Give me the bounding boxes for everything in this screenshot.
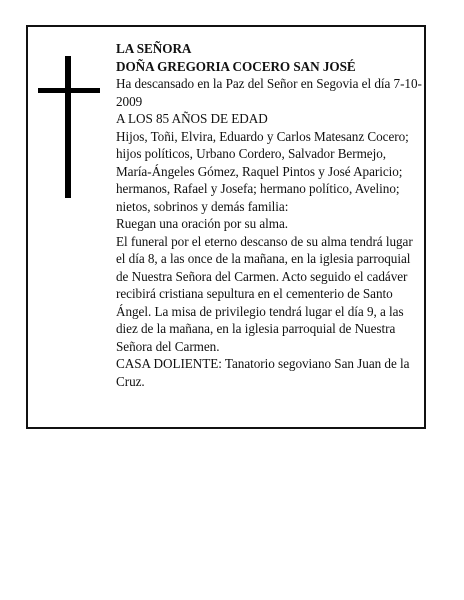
cross-icon xyxy=(38,56,100,198)
deceased-name: DOÑA GREGORIA COCERO SAN JOSÉ xyxy=(116,58,356,74)
family-list: Hijos, Toñi, Elvira, Eduardo y Carlos Matesanz Cocero; hijos políticos, Urbano Cordero, Salvador Bermejo, María-Ángeles Gómez, Raquel Pintos y José Aparicio; hermanos, Rafael y Josefa; hermano político, Avelino; nietos, sobrinos y demás familia: xyxy=(116,128,409,214)
death-statement: Ha descansado en la Paz del Señor en Segovia el día 7-10-2009 xyxy=(116,76,422,109)
notice-title: LA SEÑORA xyxy=(116,41,192,56)
prayer-request: Ruegan una oración por su alma. xyxy=(116,216,289,231)
notice-text xyxy=(116,40,424,390)
obituary-notice xyxy=(26,25,426,429)
age-statement: A LOS 85 AÑOS DE EDAD xyxy=(116,111,268,126)
cross-horizontal-bar xyxy=(38,88,100,93)
funeral-details: El funeral por el eterno descanso de su alma tendrá lugar el día 8, a las once de la mañana, en la iglesia parroquial de Nuestra Señora del Carmen. Acto seguido el cadáver recibirá cristiana sepultura en el cementerio de Santo Ángel. La misa de privilegio tendrá lugar el día 9, a las diez de la mañana, en la iglesia parroquial de Nuestra Señora del Carmen. xyxy=(116,233,413,354)
mourning-house: CASA DOLIENTE: Tanatorio segoviano San Juan de la Cruz. xyxy=(116,356,410,389)
cross-vertical-bar xyxy=(65,56,71,198)
